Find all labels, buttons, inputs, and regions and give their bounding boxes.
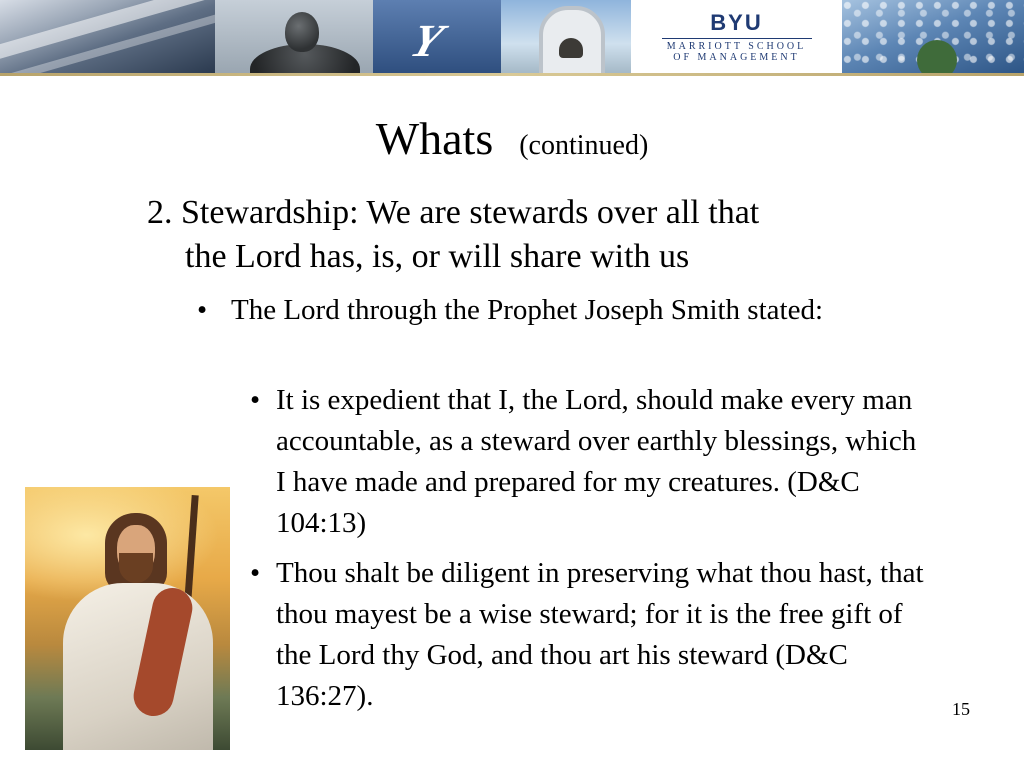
- banner-divider: [0, 73, 1024, 76]
- sub-bullet-text: It is expedient that I, the Lord, should make every man accountable, as a steward over earthly blessings, which I have made and prepared for my creatures. (D&C 104:13): [276, 384, 917, 539]
- main-point: [147, 191, 907, 279]
- bullet-symbol: •: [197, 294, 208, 326]
- bullet-text: The Lord through the Prophet Joseph Smith stated:: [231, 294, 824, 326]
- sub-bullet-item: [250, 553, 930, 717]
- sub-bullet-symbol: •: [250, 384, 261, 416]
- byu-marriott-logo: [631, 0, 842, 73]
- bullet-item: [197, 290, 897, 331]
- header-banner: [0, 0, 1024, 73]
- statue-photo: [215, 0, 373, 73]
- bell-tower-photo: [501, 0, 631, 73]
- logo-title: BYU: [710, 10, 763, 35]
- jesus-painting: [25, 487, 230, 750]
- tree-icon: [917, 40, 957, 73]
- building-photo: [0, 0, 215, 73]
- sub-bullet-text: Thou shalt be diligent in preserving what thou hast, that thou mayest be a wise steward; for it is the free gift of the Lord thy God, and thou art his steward (D&C 136:27).: [276, 557, 924, 712]
- title-suffix: (continued): [519, 130, 649, 161]
- logo-divider: [662, 38, 812, 39]
- main-point-line-2: the Lord has, is, or will share with us: [185, 238, 690, 275]
- bell-icon: [559, 38, 583, 58]
- main-point-line-1: 2. Stewardship: We are stewards over all that: [147, 194, 760, 231]
- page-number: 15: [952, 699, 970, 719]
- logo-line-2: OF MANAGEMENT: [673, 52, 800, 63]
- sub-bullet-item: [250, 380, 930, 544]
- title-text: Whats: [375, 113, 494, 164]
- statue-head: [285, 12, 319, 52]
- slide-title: [0, 112, 1024, 165]
- y-logo-icon: Y: [404, 15, 450, 66]
- glass-building-photo: [842, 0, 1024, 73]
- y-mountain-photo: [373, 0, 501, 73]
- logo-line-1: MARRIOTT SCHOOL: [666, 41, 807, 52]
- sub-bullet-symbol: •: [250, 557, 261, 589]
